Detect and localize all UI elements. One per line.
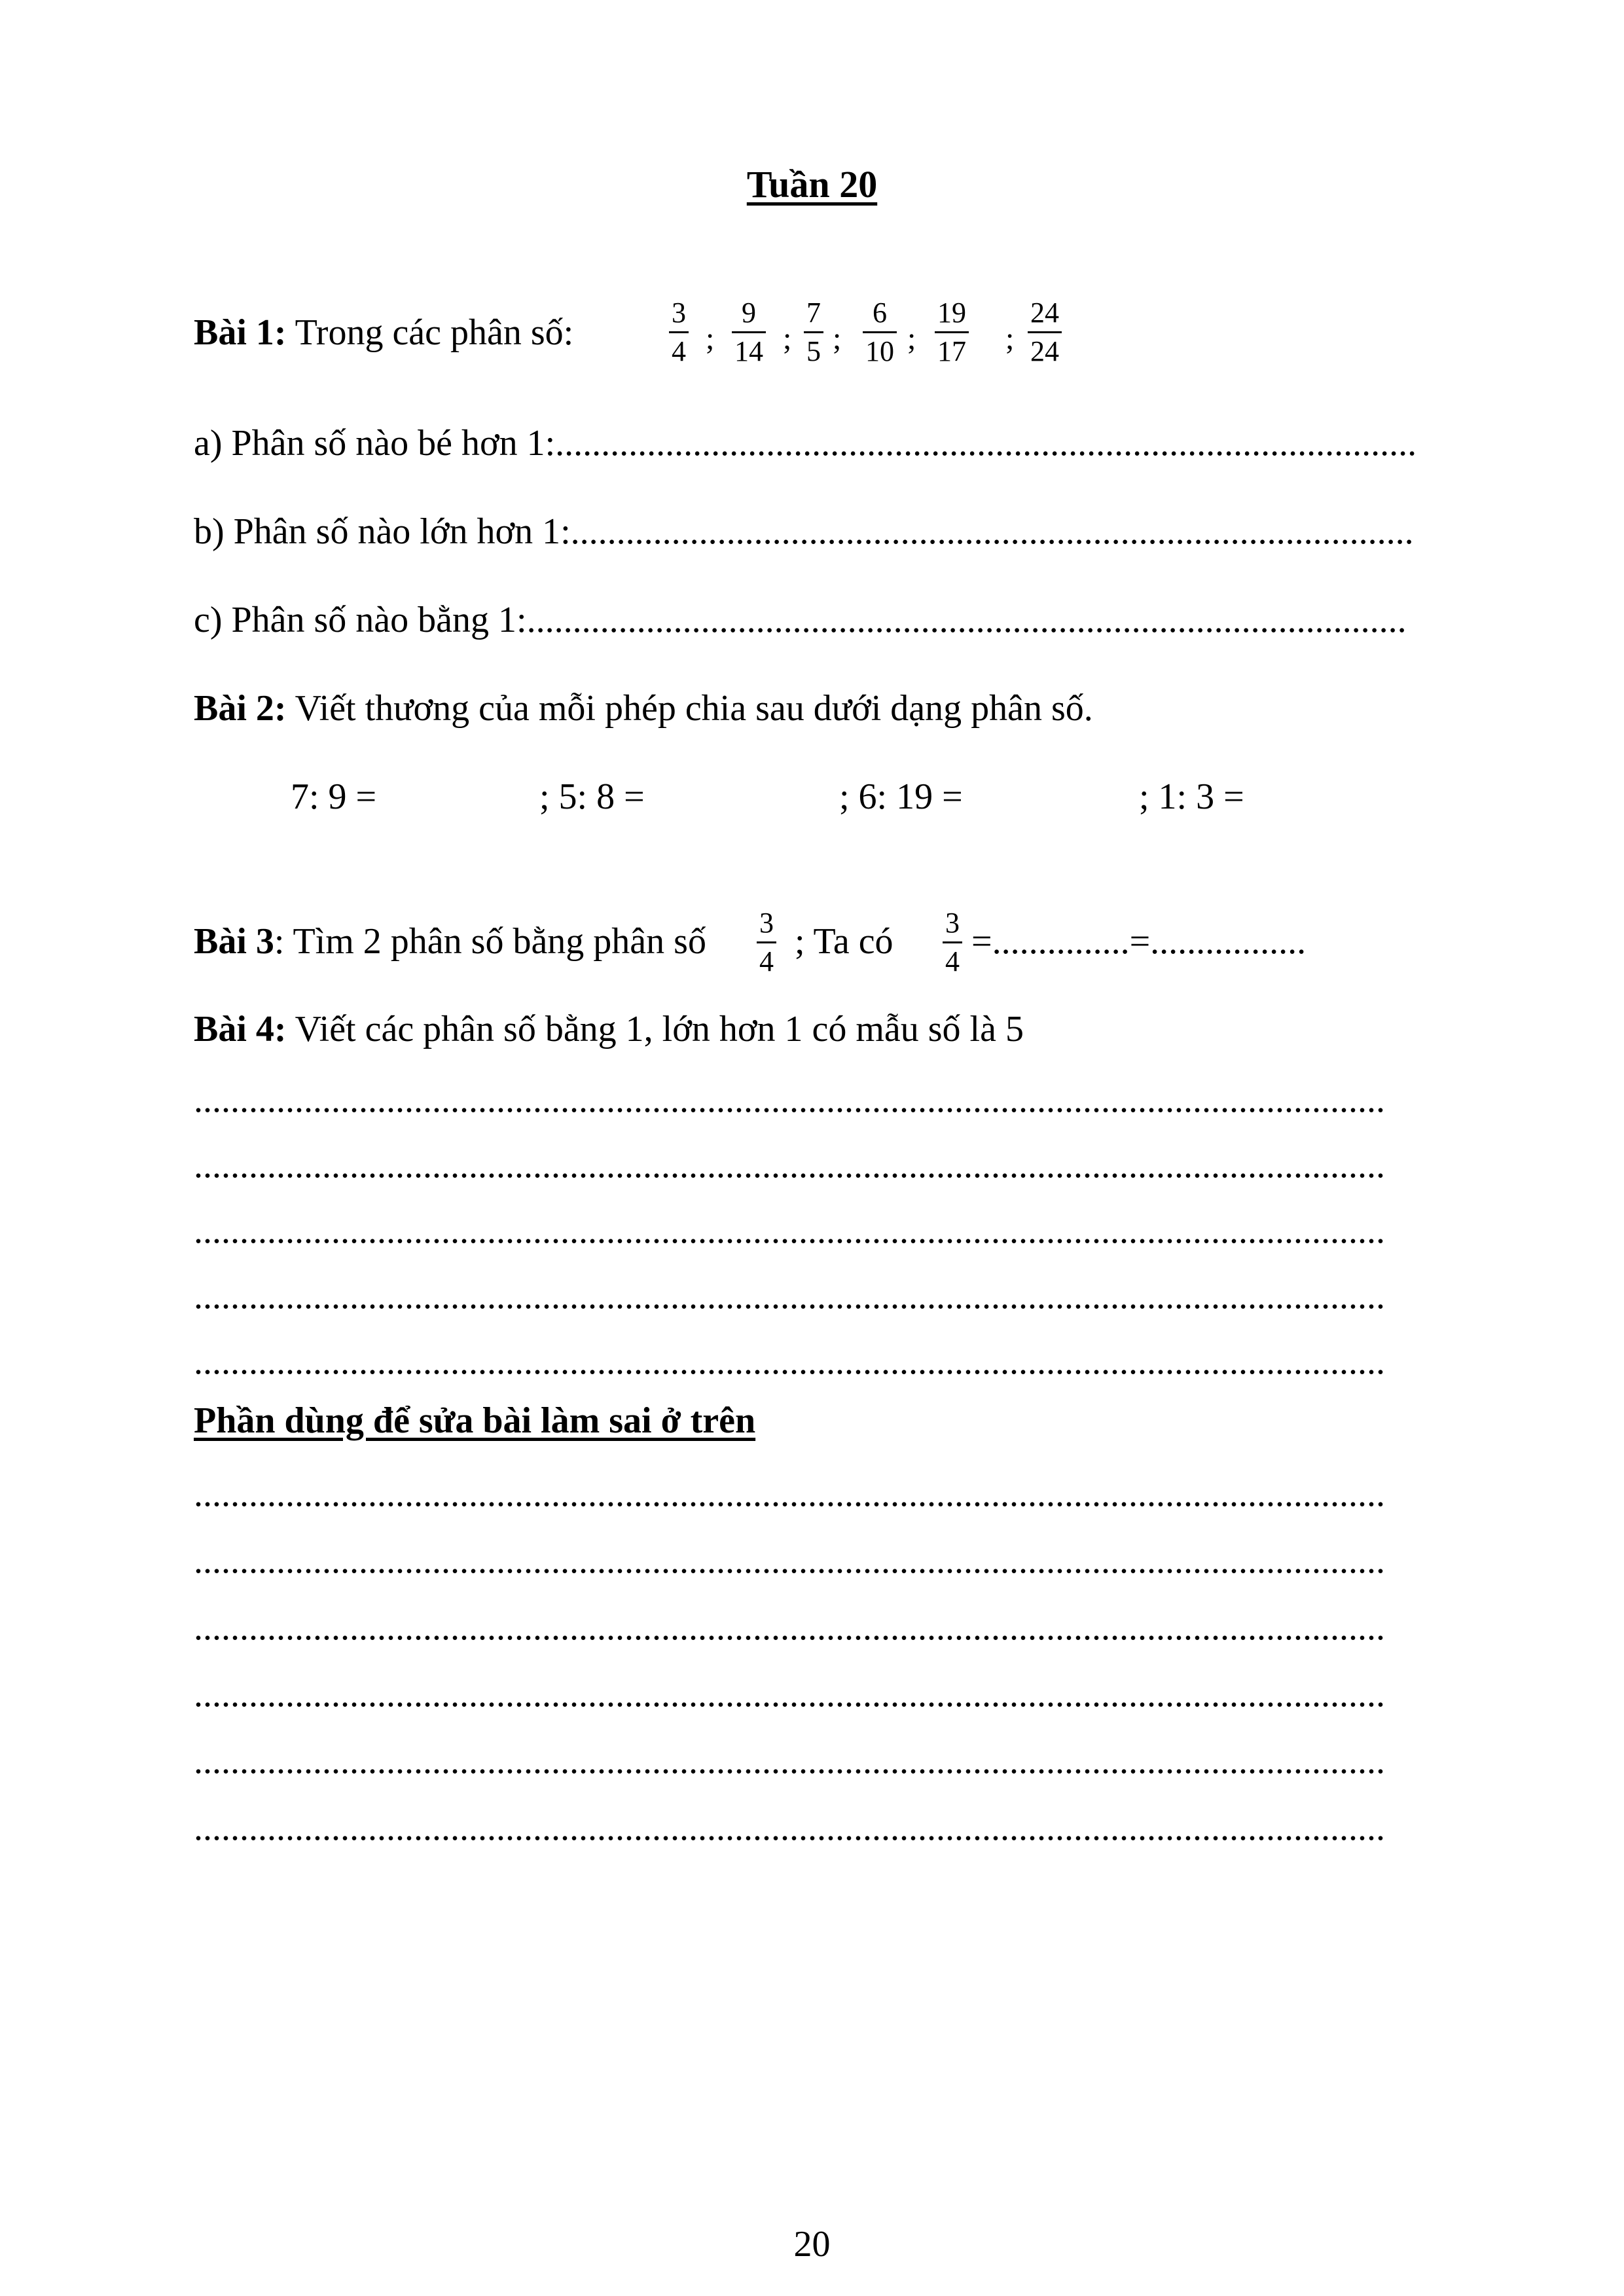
bai2-heading: [194, 687, 1093, 729]
answer-line: ..................................................................................................................................: [194, 1341, 1385, 1382]
bai3-label: Bài 3: [194, 921, 274, 962]
fraction-separator: ;: [833, 321, 842, 356]
correction-line: ..................................................................................................................................: [194, 1540, 1385, 1581]
bai1-heading: [194, 312, 573, 354]
page-title: Tuần 20: [746, 163, 878, 206]
bai1-text: Trong các phân số:: [295, 312, 574, 353]
correction-line: ..................................................................................................................................: [194, 1607, 1385, 1648]
page-number: 20: [793, 2224, 831, 2265]
fraction-bar: [732, 331, 766, 333]
bai3-answer-dots: =...............=.................: [971, 921, 1307, 962]
fraction-numerator: 19: [937, 297, 966, 329]
fraction-separator: ;: [783, 321, 792, 356]
fraction-bar: [863, 331, 897, 333]
bai3-text: : Tìm 2 phân số bằng phân số: [274, 921, 706, 962]
answer-line: ..................................................................................................................................: [194, 1145, 1385, 1186]
fraction-bar: [757, 941, 776, 943]
fraction-denominator: 4: [759, 945, 774, 977]
bai3-fraction: [757, 907, 776, 978]
bai2-item: ; 1: 3 =: [1139, 776, 1244, 817]
fraction-numerator: 9: [742, 297, 756, 329]
fraction-numerator: 24: [1030, 297, 1059, 329]
fraction-denominator: 14: [734, 335, 763, 367]
fraction-denominator: 24: [1030, 335, 1059, 367]
bai3-heading: [194, 920, 706, 962]
fraction-denominator: 17: [937, 335, 966, 367]
bai3-fraction: [943, 907, 962, 978]
bai1-question-a: a) Phân số nào bé hơn 1:..............................................................................................: [194, 423, 1417, 464]
fraction-bar: [943, 941, 962, 943]
bai4-text: Viết các phân số bằng 1, lớn hơn 1 có mẫu số là 5: [295, 1009, 1024, 1049]
bai2-item: ; 5: 8 =: [539, 776, 645, 817]
fraction-numerator: 6: [873, 297, 887, 329]
bai1-fraction: [1028, 297, 1062, 368]
bai1-question-c: c) Phân số nào bằng 1:................................................................................................: [194, 600, 1407, 640]
fraction-separator: ;: [1005, 321, 1015, 356]
bai4-label: Bài 4:: [194, 1009, 287, 1049]
correction-section-title: Phần dùng để sửa bài làm sai ở trên: [194, 1400, 756, 1441]
correction-line: ..................................................................................................................................: [194, 1674, 1385, 1715]
correction-line: ..................................................................................................................................: [194, 1474, 1385, 1514]
fraction-numerator: 3: [945, 907, 960, 939]
answer-line: ..................................................................................................................................: [194, 1080, 1385, 1120]
bai3-mid-text: ; Ta có: [795, 921, 893, 962]
fraction-denominator: 4: [672, 335, 686, 367]
bai2-label: Bài 2:: [194, 688, 287, 729]
bai2-text: Viết thương của mỗi phép chia sau dưới dạng phân số.: [295, 688, 1093, 729]
fraction-numerator: 7: [806, 297, 821, 329]
fraction-denominator: 5: [806, 335, 821, 367]
fraction-bar: [935, 331, 969, 333]
bai4-heading: [194, 1008, 1024, 1050]
answer-line: ..................................................................................................................................: [194, 1276, 1385, 1317]
fraction-numerator: 3: [759, 907, 774, 939]
bai2-item: ; 6: 19 =: [839, 776, 963, 817]
bai1-fraction: [863, 297, 897, 368]
bai1-label: Bài 1:: [194, 312, 287, 353]
fraction-bar: [804, 331, 823, 333]
bai1-fraction: [804, 297, 823, 368]
answer-line: ..................................................................................................................................: [194, 1211, 1385, 1251]
fraction-denominator: 10: [865, 335, 894, 367]
fraction-separator: ;: [706, 321, 715, 356]
correction-line: ..................................................................................................................................: [194, 1741, 1385, 1781]
fraction-separator: ;: [907, 321, 916, 356]
fraction-denominator: 4: [945, 945, 960, 977]
bai1-fraction: [669, 297, 689, 368]
bai1-fraction: [732, 297, 766, 368]
bai2-item: 7: 9 =: [291, 776, 377, 817]
fraction-numerator: 3: [672, 297, 686, 329]
fraction-bar: [1028, 331, 1062, 333]
bai1-question-b: b) Phân số nào lớn hơn 1:............................................................................................: [194, 511, 1414, 552]
fraction-bar: [669, 331, 689, 333]
correction-line: ..................................................................................................................................: [194, 1808, 1385, 1848]
bai1-fraction: [935, 297, 969, 368]
